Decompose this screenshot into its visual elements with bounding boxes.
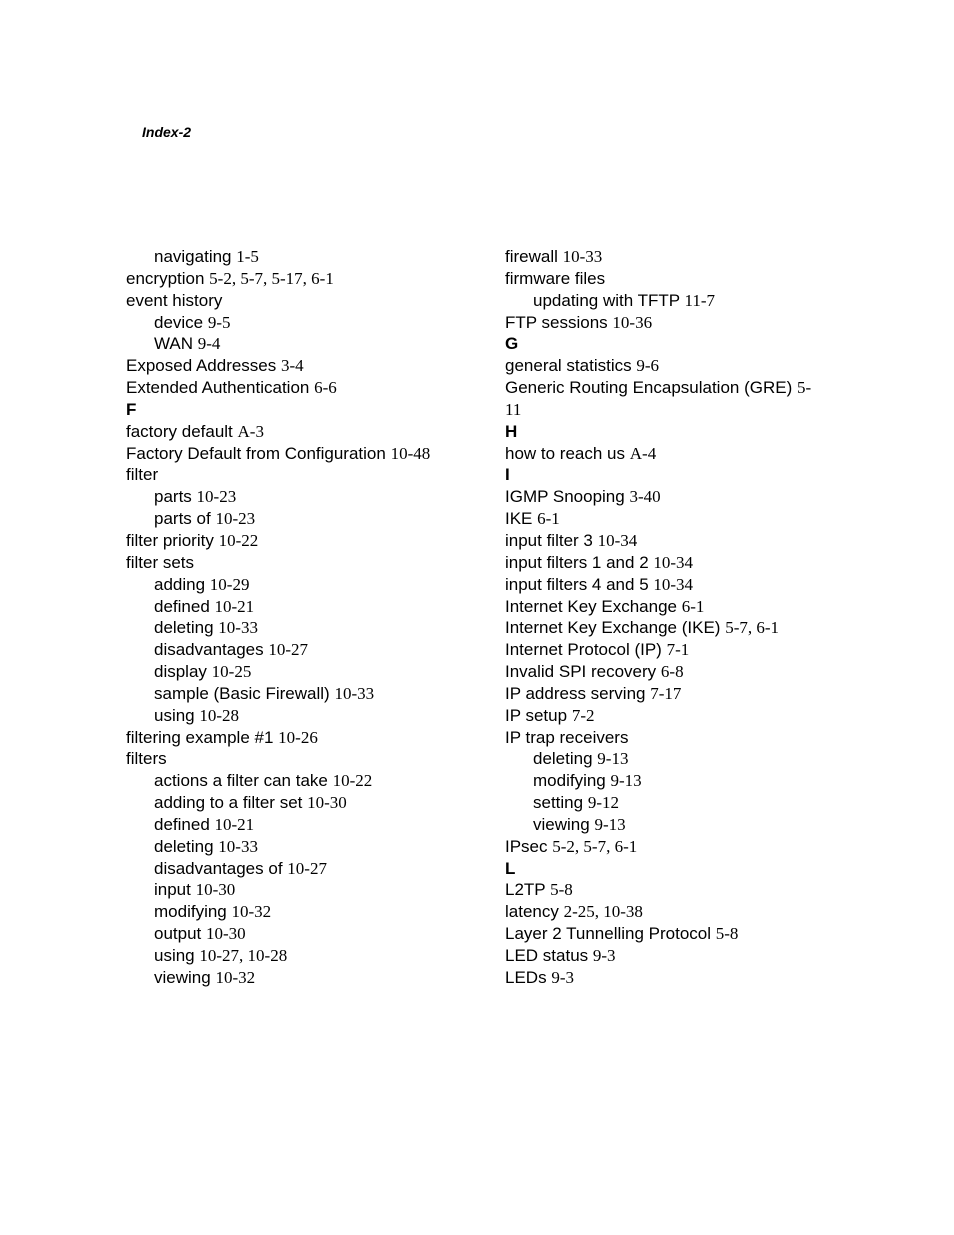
index-subentry <box>126 639 486 661</box>
page-reference: 10-33 <box>218 836 258 856</box>
index-subentry <box>126 705 486 727</box>
page-reference: 10-22 <box>218 530 259 550</box>
page-reference: 10-29 <box>209 574 250 594</box>
index-term: navigating <box>154 247 232 266</box>
index-term: filtering example #1 <box>126 727 274 747</box>
index-term: using <box>154 705 195 725</box>
index-subentry <box>126 508 486 530</box>
index-entry <box>505 355 845 377</box>
page-reference: 10-34 <box>653 574 694 594</box>
index-entry <box>505 574 845 596</box>
page-reference: 5-8 <box>715 924 739 944</box>
index-entry <box>505 836 845 858</box>
index-subentry <box>505 748 845 770</box>
index-entry <box>126 443 486 465</box>
index-subentry <box>505 290 845 312</box>
page-reference: 10-34 <box>653 552 694 572</box>
index-term: IKE <box>505 509 533 529</box>
page-reference: 9-5 <box>207 312 231 332</box>
page-reference: 5-8 <box>550 880 573 900</box>
page-reference: 11 <box>505 399 522 419</box>
page-reference: 9-13 <box>610 771 642 791</box>
page-number-header: Index-2 <box>142 124 192 140</box>
index-subentry <box>126 770 486 792</box>
page-reference: 5- <box>796 378 812 398</box>
index-entry <box>126 355 486 377</box>
index-letter-heading: L <box>505 858 516 878</box>
index-letter-heading: I <box>505 465 510 485</box>
index-term: updating with TFTP <box>533 290 680 310</box>
index-entry <box>126 377 486 399</box>
index-term: device <box>154 312 204 332</box>
index-subentry <box>126 596 486 618</box>
page-reference: 3-40 <box>629 487 661 507</box>
page-reference: 10-26 <box>278 727 318 747</box>
page-reference: 6-1 <box>681 596 705 616</box>
page-reference: 7-1 <box>666 640 690 660</box>
page-reference: 10-30 <box>206 924 246 944</box>
index-subentry <box>126 617 486 639</box>
index-term: IP trap receivers <box>505 727 629 747</box>
index-subentry <box>126 486 486 508</box>
index-entry <box>505 596 845 618</box>
page-reference: 10-36 <box>612 312 653 332</box>
index-term: input filters 1 and 2 <box>505 552 649 572</box>
page-reference: 2-25, 10-38 <box>563 902 643 922</box>
index-term: LED status <box>505 946 589 965</box>
index-term: input <box>154 880 191 900</box>
index-subentry <box>126 879 486 901</box>
index-term: viewing <box>154 967 211 987</box>
index-term: encryption <box>126 268 205 288</box>
page-reference: 9-13 <box>594 814 626 834</box>
index-term: event history <box>126 290 223 310</box>
index-entry <box>505 683 845 705</box>
page-reference: 10-34 <box>597 530 638 550</box>
index-term: how to reach us <box>505 443 626 463</box>
index-subentry <box>505 770 845 792</box>
index-term: Exposed Addresses <box>126 356 277 376</box>
index-term: modifying <box>154 902 227 922</box>
index-term: latency <box>505 902 559 922</box>
index-term: output <box>154 924 202 944</box>
page-reference: 10-30 <box>195 880 236 900</box>
index-term: deleting <box>533 749 593 769</box>
index-entry <box>505 923 845 945</box>
page-reference: 6-8 <box>660 662 684 682</box>
page-reference: 10-25 <box>211 662 252 682</box>
index-entry <box>505 486 845 508</box>
index-term: Internet Key Exchange (IKE) <box>505 618 721 638</box>
page-reference: 1-5 <box>236 247 259 266</box>
page-reference: 10-48 <box>390 443 431 463</box>
index-term: disadvantages of <box>154 858 283 878</box>
page-reference: 5-2, 5-7, 6-1 <box>552 836 638 856</box>
index-term: Invalid SPI recovery <box>505 662 657 682</box>
page-reference: 10-32 <box>231 902 272 922</box>
page-reference: 7-2 <box>571 705 595 725</box>
index-term: Factory Default from Configuration <box>126 443 386 463</box>
page-reference: 9-6 <box>636 356 660 376</box>
page-reference: 6-6 <box>314 378 337 398</box>
index-term: Generic Routing Encapsulation (GRE) <box>505 378 793 398</box>
index-subentry <box>126 814 486 836</box>
index-subentry <box>126 923 486 945</box>
index-letter-heading: H <box>505 421 518 441</box>
index-term: general statistics <box>505 356 632 376</box>
index-entry <box>505 508 845 530</box>
page-reference: A-4 <box>629 443 657 463</box>
index-subentry <box>126 836 486 858</box>
page-reference: 10-28 <box>199 705 240 725</box>
page-reference: 11-7 <box>684 290 716 310</box>
page-reference: 10-23 <box>215 509 256 529</box>
index-term: Layer 2 Tunnelling Protocol <box>505 924 712 944</box>
page-reference: 10-30 <box>307 793 347 813</box>
index-letter-heading: F <box>126 399 137 419</box>
index-term: filters <box>126 749 167 769</box>
page-reference: 7-17 <box>650 683 682 703</box>
page-reference: 10-22 <box>332 771 373 791</box>
page-reference: 10-21 <box>214 596 255 616</box>
page-reference: 9-4 <box>197 334 221 354</box>
index-subentry <box>505 814 845 836</box>
index-entry <box>126 268 486 290</box>
index-subentry <box>126 858 486 880</box>
index-subentry <box>126 661 486 683</box>
index-entry <box>505 312 845 334</box>
index-term: firmware files <box>505 268 606 288</box>
index-entry <box>126 464 486 486</box>
index-entry <box>505 530 845 552</box>
index-subentry <box>126 792 486 814</box>
index-subentry <box>126 901 486 923</box>
index-term: FTP sessions <box>505 312 608 332</box>
index-entry <box>505 443 845 465</box>
page-reference: A-3 <box>237 421 264 441</box>
index-term: defined <box>154 814 210 834</box>
page-reference: 10-33 <box>218 618 258 638</box>
index-subentry <box>126 683 486 705</box>
index-term: filter sets <box>126 552 195 572</box>
index-entry <box>505 967 845 989</box>
page-reference: 5-2, 5-7, 5-17, 6-1 <box>209 268 334 288</box>
index-subentry <box>505 792 845 814</box>
index-term: adding <box>154 574 206 594</box>
index-term: factory default <box>126 421 233 441</box>
index-term: IP setup <box>505 705 568 725</box>
index-term: actions a filter can take <box>154 771 328 791</box>
page-reference: 9-13 <box>597 749 629 769</box>
index-subentry <box>126 574 486 596</box>
index-letter-heading: G <box>505 334 519 354</box>
index-term: sample (Basic Firewall) <box>154 683 330 703</box>
index-term: Extended Authentication <box>126 378 310 398</box>
index-term: using <box>154 946 195 965</box>
index-entry <box>505 552 845 574</box>
index-entry <box>126 727 486 749</box>
index-entry <box>505 246 845 268</box>
index-term: input filters 4 and 5 <box>505 574 649 594</box>
index-term: modifying <box>533 771 606 791</box>
index-entry <box>505 377 845 399</box>
page-reference: 10-23 <box>196 487 237 507</box>
index-column-right <box>505 246 845 989</box>
index-term: input filter 3 <box>505 530 593 550</box>
index-entry <box>505 617 845 639</box>
index-term: WAN <box>154 334 194 354</box>
page-reference: 9-3 <box>551 967 574 987</box>
index-term: setting <box>533 793 584 813</box>
index-term: LEDs <box>505 967 547 987</box>
index-term: parts of <box>154 509 211 529</box>
page-reference: 10-32 <box>215 967 256 987</box>
index-term: display <box>154 662 207 682</box>
index-subentry <box>126 967 486 989</box>
page-reference: 10-33 <box>334 683 375 703</box>
index-subentry <box>126 945 486 967</box>
index-term: IP address serving <box>505 683 646 703</box>
index-term: defined <box>154 596 210 616</box>
index-term: Internet Protocol (IP) <box>505 640 662 660</box>
index-term: L2TP <box>505 880 546 900</box>
index-entry <box>126 290 486 312</box>
page-reference: 10-21 <box>214 814 255 834</box>
index-entry <box>505 705 845 727</box>
index-term: filter <box>126 465 159 485</box>
page-reference: 10-27 <box>268 640 309 660</box>
index-term: deleting <box>154 836 214 856</box>
index-term: IGMP Snooping <box>505 487 625 507</box>
index-term: parts <box>154 487 192 507</box>
page-reference: 9-3 <box>592 946 616 965</box>
page-reference: 5-7, 6-1 <box>725 618 780 638</box>
index-term: Internet Key Exchange <box>505 596 678 616</box>
index-entry <box>505 268 845 290</box>
index-subentry <box>126 246 486 268</box>
index-entry <box>126 530 486 552</box>
index-term: viewing <box>533 814 590 834</box>
page-reference: 6-1 <box>537 509 560 529</box>
index-entry <box>505 639 845 661</box>
page-reference: 10-33 <box>562 247 603 266</box>
index-term: disadvantages <box>154 640 264 660</box>
index-entry <box>505 901 845 923</box>
index-column-left <box>126 246 486 989</box>
index-entry <box>126 421 486 443</box>
index-term: adding to a filter set <box>154 793 303 813</box>
index-entry <box>505 399 845 421</box>
index-term: deleting <box>154 618 214 638</box>
index-entry <box>505 727 845 749</box>
page-reference: 10-27, 10-28 <box>199 946 288 965</box>
page-reference: 9-12 <box>587 793 619 813</box>
index-entry <box>505 945 845 967</box>
index-subentry <box>126 333 486 355</box>
index-entry <box>505 661 845 683</box>
index-term: IPsec <box>505 836 548 856</box>
page-reference: 10-27 <box>287 858 327 878</box>
index-subentry <box>126 312 486 334</box>
index-entry <box>505 879 845 901</box>
index-entry <box>126 552 486 574</box>
index-entry <box>126 748 486 770</box>
index-term: filter priority <box>126 530 214 550</box>
index-term: firewall <box>505 247 558 266</box>
page-reference: 3-4 <box>281 356 304 376</box>
